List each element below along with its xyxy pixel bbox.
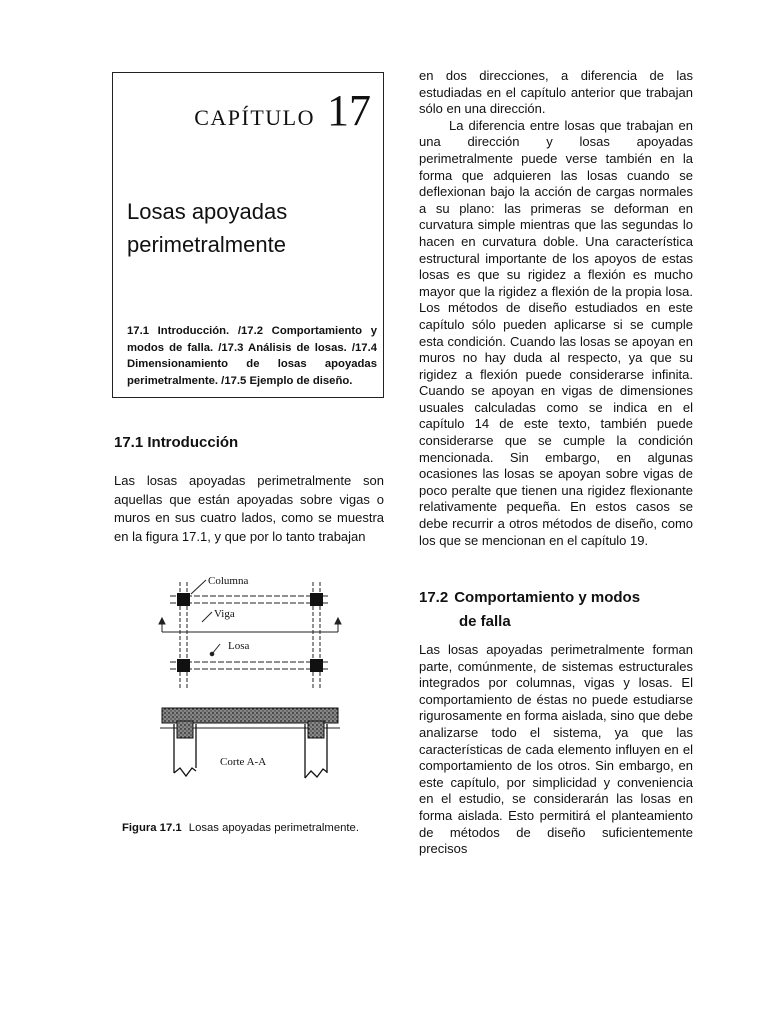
label-losa: Losa (228, 640, 250, 652)
figure-caption-text: Losas apoyadas perimetralmente. (188, 822, 359, 834)
section-cut-markers (159, 618, 341, 632)
section-heading-introduccion: 17.1 Introducción (114, 434, 239, 451)
intro-paragraph: Las losas apoyadas perimetralmente son aquellas que están apoyadas sobre vigas o muros en sus cuatro lados, como se muestra en la figura 17.1, y que por lo tanto trabajan (114, 473, 384, 544)
section-2-number: 17.2 (419, 589, 449, 606)
section-heading-comportamiento (419, 586, 693, 634)
section-2-title-line1: Comportamiento y modos (454, 589, 641, 606)
chapter-label: CAPÍTULO (194, 105, 315, 130)
figure-caption (122, 822, 359, 834)
figure-17-1 (140, 568, 360, 788)
right-column-text (419, 68, 693, 549)
chapter-number: 17 (327, 86, 371, 135)
behavior-paragraph: Las losas apoyadas perimetralmente forman parte, comúnmente, de sistemas estructurales integrados por columnas, vigas y losas. El comportamiento de éstas no puede estudiarse rigurosamente en forma aislada, sino que debe analizarse todo el sistema, ya que las características de cada elemento influyen en el comportamiento de los otros. Sin embargo, en este capítulo, por simplicidad y conveniencia en el estudio, se considerarán las losas en forma aislada. Esto permitirá el planteamiento de métodos de diseño suficientemente precisos (419, 642, 693, 857)
plan-beams (170, 582, 330, 688)
section-2-title-line2: de falla (459, 613, 511, 630)
chapter-contents: 17.1 Introducción. /17.2 Comportamiento y modos de falla. /17.3 Análisis de losas. /17.4 Dimensionamiento de losas apoyadas perimetralmente. /17.5 Ejemplo de diseño. (127, 325, 377, 387)
right-paragraph-1: en dos direcciones, a diferencia de las estudiadas en el capítulo anterior que trabajan sólo en una dirección. (419, 68, 693, 117)
chapter-heading (194, 85, 371, 136)
chapter-title: Losas apoyadas perimetralmente (127, 199, 288, 257)
label-columna: Columna (208, 575, 249, 587)
label-viga: Viga (214, 608, 235, 620)
right-paragraph-2: La diferencia entre losas que trabajan en una dirección y losas apoyadas perimetralmente puede verse también en la forma que adquieren las losas cuando se deflexionan bajo la acción de cargas normales a su plano: las primeras se deforman en curvatura simple mientras que las segundas lo hacen en curvatura doble. Una característica estructural importante de los apoyos de estas losas es que su rigidez a flexión es mucho mayor que la rigidez a flexión de la propia losa. Los métodos de diseño estudiados en este capítulo sólo pueden aplicarse si se cumple esta condición. Cuando las losas se apoyan en muros no hay duda al respecto, ya que su rigidez a flexión puede considerarse infinita. Cuando se apoyan en vigas de dimensiones usuales calculadas como se indica en el capítulo 14 de este texto, también puede considerarse que se cumple la condición mencionada. Sin embargo, en algunas ocasiones las losas se apoyan sobre vigas de poco peralte que tienen una rigidez flexionante relativamente pequeña. En estos casos se debe recurrir a otros métodos de diseño, como los que se mencionan en el capítulo 19. (419, 117, 693, 548)
figure-drawing (140, 568, 360, 788)
chapter-title-box (112, 72, 384, 398)
figure-caption-label: Figura 17.1 (122, 822, 182, 834)
label-corte: Corte A-A (220, 756, 267, 768)
